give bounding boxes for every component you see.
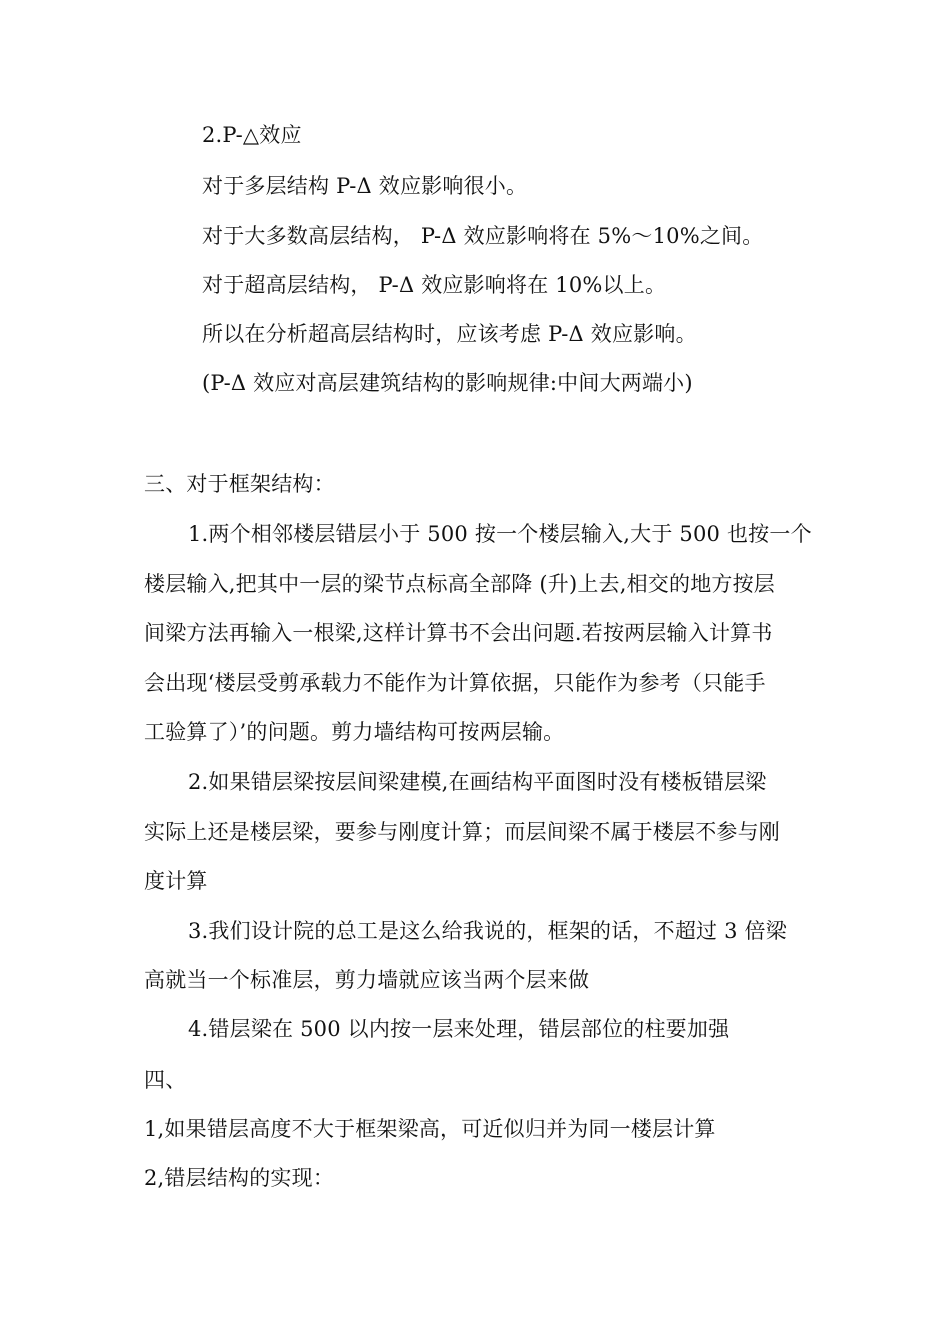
section3-p2-line-3: 度计算 xyxy=(144,869,208,893)
section4-heading: 四、 xyxy=(144,1068,187,1092)
section3-heading: 三、对于框架结构： xyxy=(144,472,335,496)
section3-p1-line-3: 间梁方法再输入一根梁,这样计算书不会出问题.若按两层输入计算书 xyxy=(144,621,773,645)
section3-p3-line-2: 高就当一个标准层，剪力墙就应该当两个层来做 xyxy=(144,968,590,992)
section2-line-2: 对于大多数高层结构， P-Δ 效应影响将在 5%～10%之间。 xyxy=(202,224,764,248)
section2-line-5: (P-Δ 效应对高层建筑结构的影响规律:中间大两端小) xyxy=(202,371,693,395)
section2-line-3: 对于超高层结构， P-Δ 效应影响将在 10%以上。 xyxy=(202,273,667,297)
section3-p2-line-2: 实际上还是楼层梁，要参与刚度计算；而层间梁不属于楼层不参与刚 xyxy=(144,820,780,844)
section3-p4-line-1: 4.错层梁在 500 以内按一层来处理，错层部位的柱要加强 xyxy=(188,1017,730,1041)
section3-p2-line-1: 2.如果错层梁按层间梁建模,在画结构平面图时没有楼板错层梁 xyxy=(188,770,767,794)
section3-p3-line-1: 3.我们设计院的总工是这么给我说的，框架的话，不超过 3 倍梁 xyxy=(188,919,787,943)
section2-line-1: 对于多层结构 P-Δ 效应影响很小。 xyxy=(202,174,528,198)
section2-line-4: 所以在分析超高层结构时，应该考虑 P-Δ 效应影响。 xyxy=(202,322,697,346)
section3-p1-line-4: 会出现‘楼层受剪承载力不能作为计算依据，只能作为参考（只能手 xyxy=(144,671,766,695)
section4-item-2: 2,错层结构的实现： xyxy=(144,1166,335,1190)
section4-item-1: 1,如果错层高度不大于框架梁高，可近似归并为同一楼层计算 xyxy=(144,1117,716,1141)
section3-p1-line-2: 楼层输入,把其中一层的梁节点标高全部降 (升)上去,相交的地方按层 xyxy=(144,572,776,596)
section3-p1-line-5: 工验算了）’的问题。剪力墙结构可按两层输。 xyxy=(144,720,565,744)
section2-heading: 2.P-△效应 xyxy=(202,123,302,147)
section3-p1-line-1: 1.两个相邻楼层错层小于 500 按一个楼层输入,大于 500 也按一个 xyxy=(188,522,812,546)
